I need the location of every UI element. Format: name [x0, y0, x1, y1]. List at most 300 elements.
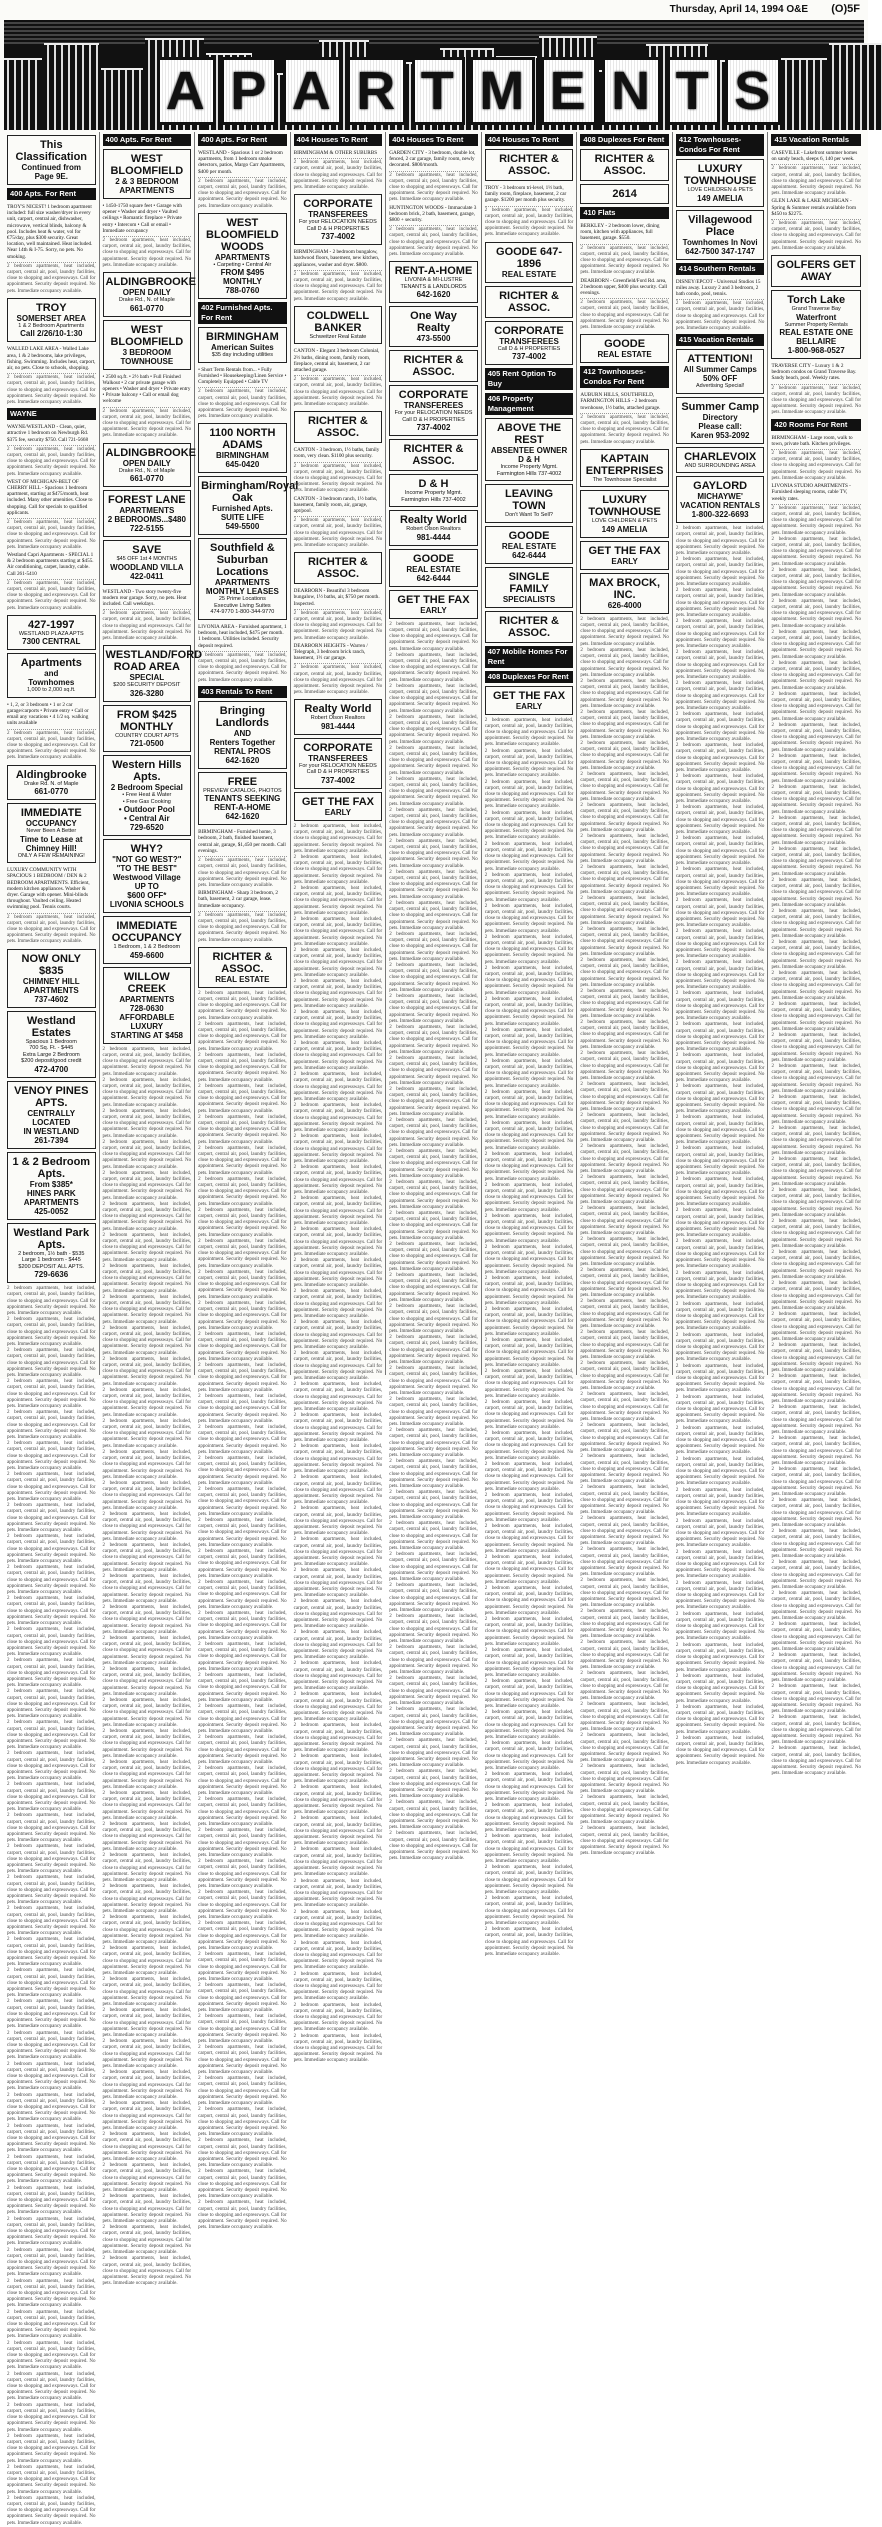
display-ad-line: ABOVE THE REST: [496, 422, 562, 447]
ad-body-text: 2 bedroom apartments, heat included, carport, central air, pool, laundry facilities, close to shopping and expressways. Call for appointment. Security deposit required. No pets. Immediate occupancy available.: [7, 1782, 96, 1813]
display-ad: [7, 1081, 96, 1149]
ad-body-text: 2 bedroom apartments, heat included, carport, central air, pool, laundry facilities, close to shopping and expressways. Call for appointment. Security deposit required. No pets. Immediate occupancy available.: [293, 1599, 383, 1630]
classified-column: [768, 132, 864, 1777]
ad-body-text: 2 bedroom apartments, heat included, carport, central air, pool, laundry facilities, close to shopping and expressways. Call for appointment. Security deposit required. No pets. Immediate occupancy available.: [198, 1580, 287, 1610]
display-ad-line: 422-0411: [130, 571, 164, 581]
ad-body-text: 2 bedroom apartments, heat included, carport, central air, pool, laundry facilities, close to shopping and expressways. Call for appointment. Security deposit required. No pets. Immediate occupancy available.: [484, 1617, 574, 1647]
ad-body-text: 2 bedroom apartments, heat included, carport, central air, pool, laundry facilities, close to shopping and expressways. Call for appointment. Security deposit required. No pets. Immediate occupancy available.: [293, 1351, 383, 1382]
display-ad-line: Never Been A Better: [26, 828, 77, 835]
ad-body-text: 2 bedroom apartments, heat included, carport, central air, pool, laundry facilities, close to shopping and expressways. Call for appointment. Security deposit required. No pets. Immediate occupancy available.: [293, 2033, 383, 2064]
display-ad-line: Don't Want To Sell?: [505, 512, 553, 519]
display-ad: [485, 149, 574, 181]
ad-body-text: 2 bedroom apartments, heat included, carport, central air, pool, laundry facilities, close to shopping and expressways. Call for appointment. Security deposit required. No pets. Immediate occupancy available.: [293, 1568, 383, 1599]
ad-body-text: 2 bedroom apartments, heat included, carport, central air, pool, laundry facilities, close to shopping and expressways. Call for appointment. Security deposit required. No pets. Immediate occupancy available.: [7, 1286, 96, 1316]
display-ad-line: Westland Park Apts.: [13, 1226, 90, 1251]
display-ad-line: 737-4002: [321, 232, 355, 242]
classified-ad: AUBURN HILLS, SOUTHFIELD, FARMINGTON HILLS - 2 bedroom townhouse, 1½ baths, attached garage.: [580, 391, 669, 414]
ad-body-text: 2 bedroom apartments, heat included, carport, central air, pool, laundry facilities, close to shopping and expressways. Call for appointment. Security deposit required. No pets. Immediate occupancy available.: [7, 2061, 96, 2092]
display-ad-line: $45 OFF 1st 4 MONTHS: [116, 556, 178, 563]
ad-body-text: 2 bedroom apartments, heat included, carport, central air, pool, laundry facilities, close to shopping and expressways. Call for appointment. Security deposit required. No pets. Immediate occupancy available.: [102, 1604, 192, 1635]
display-ad-line: Page 9E.: [34, 172, 68, 181]
display-ad-line: FREE: [227, 775, 258, 788]
ad-body-text: 2 bedroom apartments, heat included, carport, central air, pool, laundry facilities, close to shopping and expressways. Call for appointment. Security deposit required. No pets. Immediate occupancy available.: [198, 1983, 287, 2014]
display-ad-line: CORPORATE: [303, 198, 373, 211]
display-ad-line: Large 1 bedroom - $445: [21, 1257, 81, 1264]
ad-body-text: 2 bedroom apartments, heat included, carport, central air, pool, laundry facilities, close to shopping and expressways. Call for appointment. Security deposit required. No pets. Immediate occupancy available.: [102, 2132, 192, 2163]
ad-body-text: 2 bedroom apartments, heat included, carport, central air, pool, laundry facilities, close to shopping and expressways. Call for appointment. Security deposit required. No pets. Immediate occupancy available.: [293, 1847, 383, 1878]
ad-body-text: 2 bedroom apartments, heat included, carport, central air, pool, laundry facilities, close to shopping and expressways. Call for appointment. Security deposit required. No pets. Immediate occupancy available.: [675, 929, 765, 960]
ad-body-text: 2 bedroom apartments, heat included, carport, central air, pool, laundry facilities, close to shopping and expressways. Call for appointment. Security deposit required. No pets. Immediate occupancy available.: [580, 1609, 669, 1640]
section-heading: 402 Furnished Apts. For Rent: [198, 302, 287, 324]
display-ad-line: 729-6520: [129, 823, 164, 833]
ad-body-text: 2 bedroom apartments, heat included, carport, central air, pool, laundry facilities, close to shopping and expressways. Call for appointment. Security deposit required. No pets. Immediate occupancy available.: [293, 1041, 383, 1071]
display-ad-line: LOVE CHILDREN & PETS: [591, 518, 658, 525]
ad-body-text: 2 bedroom apartments, heat included, carport, central air, pool, laundry facilities, close to shopping and expressways. Call for appointment. Security deposit required. No pets. Immediate occupancy available.: [102, 1853, 192, 1883]
ad-body-text: 2 bedroom apartments, heat included, carport, central air, pool, laundry facilities, close to shopping and expressways. Call for appointment. Security deposit required. No pets. Immediate occupancy available.: [7, 1410, 96, 1440]
ad-body-text: 2 bedroom apartments, heat included, carport, central air, pool, laundry facilities, close to shopping and expressways. Call for appointment. Security deposit required. No pets. Immediate occupancy available.: [771, 451, 861, 481]
ad-body-text: 2 bedroom apartments, heat included, carport, central air, pool, laundry facilities, close to shopping and expressways. Call for appointment. Security deposit required. No pets. Immediate occupancy available.: [771, 1032, 861, 1063]
display-ad: [7, 615, 96, 651]
display-ad-line: 737-4602: [34, 994, 69, 1004]
ad-body-text: 2 bedroom apartments, heat included, carport, central air, pool, laundry facilities, close to shopping and expressways. Call for appointment. Security deposit required. No pets. Immediate occupancy available.: [198, 389, 287, 420]
ad-body-text: 2 bedroom apartments, heat included, carport, central air, pool, laundry facilities, close to shopping and expressways. Call for appointment. Security deposit required. No pets. Immediate occupancy available.: [771, 877, 861, 908]
display-ad-line: APARTMENTS: [23, 985, 79, 995]
ad-body-text: 2 bedroom apartments, heat included, carport, central air, pool, laundry facilities, close to shopping and expressways. Call for appointment. Security deposit required. No pets. Immediate occupancy available.: [102, 1449, 192, 1480]
skyline-building: [44, 43, 99, 130]
classified-column: [100, 132, 203, 2287]
ad-body-text: 2 bedroom apartments, heat included, carport, central air, pool, laundry facilities, close to shopping and expressways. Call for appointment. Security deposit required. No pets. Immediate occupancy available.: [102, 2256, 192, 2287]
ad-body-text: 2 bedroom apartments, heat included, carport, central air, pool, laundry facilities, close to shopping and expressways. Call for appointment. Security deposit required. No pets. Immediate occupancy available.: [580, 989, 669, 1019]
display-ad: [485, 321, 574, 366]
ad-body-text: 2 bedroom apartments, heat included, carport, central air, pool, laundry facilities, close to shopping and expressways. Call for appointment. Security deposit required. No pets. Immediate occupancy available.: [7, 2123, 96, 2154]
display-ad-line: Aldingbrooke: [15, 768, 87, 781]
display-ad-line: Time to Lease at: [20, 834, 83, 844]
ad-body-text: 2 bedroom apartments, heat included, carport, central air, pool, laundry facilities, close to shopping and expressways. Call for appointment. Security deposit required. No pets. Immediate occupancy available.: [484, 1430, 574, 1461]
ad-body-text: 2 bedroom apartments, heat included, carport, central air, pool, laundry facilities, close to shopping and expressways. Call for appointment. Security deposit required. No pets. Immediate occupancy available.: [389, 1335, 478, 1365]
ad-body-text: 2 bedroom apartments, heat included, carport, central air, pool, laundry facilities, close to shopping and expressways. Call for appointment. Security deposit required. No pets. Immediate occupancy available.: [484, 934, 574, 965]
ad-body-text: 2 bedroom apartments, heat included, carport, central air, pool, laundry facilities, close to shopping and expressways. Call for appointment. Security deposit required. No pets. Immediate occupancy available.: [580, 1702, 669, 1733]
display-ad-line: 473-5500: [416, 334, 451, 344]
display-ad-line: All Summer Camps: [683, 365, 757, 375]
ad-body-text: 2 bedroom apartments, heat included, carport, central air, pool, laundry facilities, close to shopping and expressways. Call for appointment. Security deposit required. No pets. Immediate occupancy available.: [389, 1490, 478, 1520]
section-heading: 400 Apts. For Rent: [103, 134, 192, 146]
ad-body-text: 2 bedroom apartments, heat included, carport, central air, pool, laundry facilities, close to shopping and expressways. Call for appointment. Security deposit required. No pets. Immediate occupancy available.: [198, 1331, 287, 1362]
ad-body-text: 2 bedroom apartments, heat included, carport, central air, pool, laundry facilities, close to shopping and expressways. Call for appointment. Security deposit required. No pets. Immediate occupancy available.: [675, 1487, 765, 1518]
display-ad: [485, 286, 574, 318]
display-ad: [7, 949, 96, 1008]
ad-body-text: 2 bedroom apartments, heat included, carport, central air, pool, laundry facilities, close to shopping and expressways. Call for appointment. Security deposit required. No pets. Immediate occupancy available.: [389, 1273, 478, 1303]
display-ad-line: GAYLORD: [693, 480, 748, 493]
display-ad-line: RICHTER & ASSOC.: [499, 289, 559, 314]
display-ad-line: 2 Bedroom Special: [110, 783, 183, 793]
display-ad: [198, 213, 287, 300]
ad-body-text: 2 bedroom apartments, heat included, carport, central air, pool, laundry facilities, close to shopping and expressways. Call for appointment. Security deposit required. No pets. Immediate occupancy available.: [7, 263, 96, 294]
display-ad-line: Realty World: [399, 514, 467, 527]
ad-body-text: 2 bedroom apartments, heat included, carport, central air, pool, laundry facilities, close to shopping and expressways. Call for appointment. Security deposit required. No pets. Immediate occupancy available.: [102, 1760, 192, 1790]
ad-body-text: 2 bedroom apartments, heat included, carport, central air, pool, laundry facilities, close to shopping and expressways. Call for appointment. Security deposit required. No pets. Immediate occupancy available.: [198, 1766, 287, 1796]
ad-body-text: 2 bedroom apartments, heat included, carport, central air, pool, laundry facilities, close to shopping and expressways. Call for appointment. Security deposit required. No pets. Immediate occupancy available.: [675, 1301, 765, 1332]
display-ad: [103, 540, 192, 585]
ad-body-text: 2 bedroom apartments, heat included, carport, central air, pool, laundry facilities, close to shopping and expressways. Call for appointment. Security deposit required. No pets. Immediate occupancy available.: [389, 1211, 478, 1241]
ad-body-text: 2 bedroom apartments, heat included, carport, central air, pool, laundry facilities, close to shopping and expressways. Call for appointment. Security deposit required. No pets. Immediate occupancy available.: [675, 991, 765, 1022]
display-ad-line: RICHTER & ASSOC.: [403, 354, 464, 379]
ad-body-text: 2 bedroom apartments, heat included, carport, central air, pool, laundry facilities, close to shopping and expressways. Call for appointment. Security deposit required. No pets. Immediate occupancy available.: [580, 678, 669, 709]
ad-body-text: 2 bedroom apartments, heat included, carport, central air, pool, laundry facilities, close to shopping and expressways. Call for appointment. Security deposit required. No pets. Immediate occupancy available.: [389, 1304, 478, 1334]
ad-body-text: 2 bedroom apartments, heat included, carport, central air, pool, laundry facilities, close to shopping and expressways. Call for appointment. Security deposit required. No pets. Immediate occupancy available.: [102, 2194, 192, 2225]
display-ad-line: From $385*: [29, 1179, 73, 1189]
banner-letter: T: [667, 57, 720, 125]
ad-body-text: 2 bedroom apartments, heat included, carport, central air, pool, laundry facilities, close to shopping and expressways. Call for appointment. Security deposit required. No pets. Immediate occupancy available.: [389, 838, 478, 869]
display-ad-line: ALDINGBROOKE: [105, 446, 196, 459]
ad-body-text: 2 bedroom apartments, heat included, carport, central air, pool, laundry facilities, close to shopping and expressways. Call for appointment. Security deposit required. No pets. Immediate occupancy available.: [293, 1413, 383, 1444]
ad-body-text: 2 bedroom apartments, heat included, carport, central air, pool, laundry facilities, close to shopping and expressways. Call for appointment. Security deposit required. No pets. Immediate occupancy available.: [484, 748, 574, 779]
ad-body-text: 2 bedroom apartments, heat included, carport, central air, pool, laundry facilities, close to shopping and expressways. Call for appointment. Security deposit required. No pets. Immediate occupancy available.: [198, 1549, 287, 1579]
ad-body-text: 2 bedroom apartments, heat included, carport, central air, pool, laundry facilities, close to shopping and expressways. Call for appointment. Security deposit required. No pets. Immediate occupancy available.: [198, 178, 287, 209]
section-heading: 412 Townhouses-Condos For Rent: [676, 134, 765, 156]
display-ad-line: MAX BROCK, INC.: [589, 576, 661, 601]
display-ad-line: and: [44, 669, 59, 679]
display-ad-line: Summer Camp: [681, 400, 759, 413]
ad-body-text: 2 bedroom apartments, heat included, carport, central air, pool, laundry facilities, close to shopping and expressways. Call for appointment. Security deposit required. No pets. Immediate occupancy available.: [771, 1498, 861, 1529]
classified-ad: WAYNE/WESTLAND - Clean, quiet, attractive 1 bedroom on Newburgh Rd. $375 fee, security $750. Call 721-5668: [7, 423, 96, 446]
ad-body-text: 2 bedroom apartments, heat included, carport, central air, pool, laundry facilities, close to shopping and expressways. Call for appointment. Security deposit required. No pets. Immediate occupancy available.: [484, 1555, 574, 1585]
banner-title: [154, 56, 784, 126]
ad-body-text: 2 bedroom apartments, heat included, carport, central air, pool, laundry facilities, close to shopping and expressways. Call for appointment. Security deposit required. No pets. Immediate occupancy available.: [7, 1906, 96, 1937]
display-ad-line: APARTMENTS: [23, 1197, 79, 1207]
ad-body-text: 2 bedroom apartments, heat included, carport, central air, pool, laundry facilities, close to shopping and expressways. Call for appointment. Security deposit required. No pets. Immediate occupancy available.: [7, 2154, 96, 2185]
ad-body-text: 2 bedroom apartments, heat included, carport, central air, pool, laundry facilities, close to shopping and expressways. Call for appointment. Security deposit required. No pets. Immediate occupancy available.: [198, 1021, 287, 1052]
section-heading: 400 Apts. For Rent: [198, 134, 287, 146]
ad-body-text: 2 bedroom apartments, heat included, carport, central air, pool, laundry facilities, close to shopping and expressways. Call for appointment. Security deposit required. No pets. Immediate occupancy available.: [7, 1875, 96, 1906]
display-ad: [389, 549, 478, 587]
ad-body-text: 2 bedroom apartments, heat included, carport, central air, pool, laundry facilities, close to shopping and expressways. Call for appointment. Security deposit required. No pets. Immediate occupancy available.: [771, 166, 861, 197]
display-ad: [580, 449, 669, 488]
ad-body-text: 2 bedroom apartments, heat included, carport, central air, pool, laundry facilities, close to shopping and expressways. Call for appointment. Security deposit required. No pets. Immediate occupancy available.: [580, 927, 669, 957]
ad-body-text: 2 bedroom apartments, heat included, carport, central air, pool, laundry facilities, close to shopping and expressways. Call for appointment. Security deposit required. No pets. Immediate occupancy available.: [580, 833, 669, 864]
display-ad-line: APARTMENTS: [119, 506, 175, 516]
ad-body-text: 2 bedroom apartments, heat included, carport, central air, pool, laundry facilities, close to shopping and expressways. Call for appointment. Security deposit required. No pets. Immediate occupancy available.: [102, 1232, 192, 1263]
ad-body-text: 2 bedroom apartments, heat included, carport, central air, pool, laundry facilities, close to shopping and expressways. Call for appointment. Security deposit required. No pets. Immediate occupancy available.: [7, 730, 96, 761]
banner-letter: T: [412, 57, 465, 125]
display-ad-line: WEST BLOOMFIELD: [110, 153, 184, 177]
display-ad-line: Call 2/26/10-1:30: [20, 329, 83, 339]
ad-body-text: 2 bedroom apartments, heat included, carport, central air, pool, laundry facilities, close to shopping and expressways. Call for appointment. Security deposit required. No pets. Immediate occupancy available.: [771, 598, 861, 629]
display-ad-line: D & H: [518, 455, 540, 465]
ad-body-text: 2 bedroom apartments, heat included, carport, central air, pool, laundry facilities, close to shopping and expressways. Call for appointment. Security deposit required. No pets. Immediate occupancy available.: [580, 771, 669, 802]
display-ad-line: LEAVING TOWN: [505, 488, 554, 513]
display-ad-line: RICHTER & ASSOC.: [594, 153, 655, 177]
display-ad-line: COUNTRY COURT APTS: [115, 732, 179, 739]
display-ad-line: ATTENTION!: [687, 353, 754, 366]
ad-body-text: 2 bedroom apartments, heat included, carport, central air, pool, laundry facilities, close to shopping and expressways. Call for appointment. Security deposit required. No pets. Immediate occupancy available.: [102, 1170, 192, 1201]
display-ad: [294, 306, 383, 345]
ad-body-text: 2 bedroom apartments, heat included, carport, central air, pool, laundry facilities, close to shopping and expressways. Call for appointment. Security deposit required. No pets. Immediate occupancy available.: [389, 1149, 478, 1179]
section-heading: 400 Apts. For Rent: [7, 188, 96, 200]
display-ad-line: 645-0420: [225, 460, 260, 470]
display-ad-line: Robert Olson Realtors: [310, 715, 366, 722]
display-ad-line: 626-4000: [607, 600, 642, 610]
display-ad-line: TROY: [35, 301, 67, 314]
display-ad-line: 981-4444: [321, 721, 355, 731]
classified-ad: • Short Term Rentals from... • Fully Furnished • Housekeeping/Linen Service • Completely Equipped • Cable TV: [198, 366, 287, 389]
ad-body-text: 2 bedroom apartments, heat included, carport, central air, pool, laundry facilities, close to shopping and expressways. Call for appointment. Security deposit required. No pets. Immediate occupancy available.: [293, 1909, 383, 1940]
display-ad-line: 25 Prime Locations: [218, 596, 266, 603]
classified-ad: CANTON - 3 bedroom, 1½ baths, family room, very clean. $1100 plus security.: [294, 446, 383, 462]
display-ad: [294, 552, 383, 584]
display-ad: [389, 306, 478, 347]
display-ad-line: 1-800-322-6693: [691, 510, 749, 520]
display-ad-line: REAL ESTATE: [501, 269, 557, 279]
display-ad-line: REAL ESTATE: [501, 541, 557, 551]
ad-body-text: 2 bedroom apartments, heat included, carport, central air, pool, laundry facilities, close to shopping and expressways. Call for appointment. Security deposit required. No pets. Immediate occupancy available.: [102, 2163, 192, 2194]
ad-body-text: 2 bedroom apartments, heat included, carport, central air, pool, laundry facilities, close to shopping and expressways. Call for appointment. Security deposit required. No pets. Immediate occupancy available.: [580, 865, 669, 895]
display-ad-line: EARLY: [420, 605, 447, 615]
classified-ad: DISNEY/EPCOT - Universal Studios 15 miles away. Luxury 2 and 3 bedroom, 2 bath condo, pool, tennis.: [676, 278, 765, 301]
display-ad-line: SAVE: [132, 544, 162, 557]
ad-body-text: 2 bedroom apartments, heat included, carport, central air, pool, laundry facilities, close to shopping and expressways. Call for appointment. Security deposit required. No pets. Immediate occupancy available.: [102, 1635, 192, 1666]
ad-body-text: 2 bedroom apartments, heat included, carport, central air, pool, laundry facilities, close to shopping and expressways. Call for appointment. Security deposit required. No pets. Immediate occupancy available.: [198, 1611, 287, 1641]
ad-body-text: 2 bedroom apartments, heat included, carport, central air, pool, laundry facilities, close to shopping and expressways. Call for appointment. Security deposit required. No pets. Immediate occupancy available.: [293, 917, 383, 947]
display-ad-line: Drake Rd., N. of Maple: [118, 467, 175, 474]
display-ad-line: TRANSFEREES: [308, 753, 368, 763]
display-ad-line: Please call:: [698, 421, 742, 431]
display-ad: [580, 541, 669, 570]
ad-body-text: 2 bedroom apartments, heat included, carport, central air, pool, laundry facilities, close to shopping and expressways. Call for appointment. Security deposit required. No pets. Immediate occupancy available.: [580, 1485, 669, 1516]
display-ad: [7, 803, 96, 863]
ad-body-text: 2 bedroom apartments, heat included, carport, central air, pool, laundry facilities, close to shopping and expressways. Call for appointment. Security deposit required. No pets. Immediate occupancy available.: [7, 1937, 96, 1968]
ad-body-text: 2 bedroom apartments, heat included, carport, central air, pool, laundry facilities, close to shopping and expressways. Call for appointment. Security deposit required. No pets. Immediate occupancy available.: [389, 1118, 478, 1148]
display-ad-line: 1 Bedroom, 1 & 2 Bedroom: [113, 944, 181, 951]
display-ad-line: LUXURY TOWNHOUSE: [683, 163, 757, 187]
ad-body-text: 2 bedroom apartments, heat included, carport, central air, pool, laundry facilities, close to shopping and expressways. Call for appointment. Security deposit required. No pets. Immediate occupancy available.: [7, 2495, 96, 2526]
ad-body-text: 2 bedroom apartments, heat included, carport, central air, pool, laundry facilities, close to shopping and expressways. Call for appointment. Security deposit required. No pets. Immediate occupancy available.: [7, 1596, 96, 1627]
ad-body-text: 2 bedroom apartments, heat included, carport, central air, pool, laundry facilities, close to shopping and expressways. Call for appointment. Security deposit required. No pets. Immediate occupancy available.: [675, 1580, 765, 1611]
section-heading: 404 Houses To Rent: [294, 134, 383, 146]
ad-body-text: 2 bedroom apartments, heat included, carport, central air, pool, laundry facilities, close to shopping and expressways. Call for appointment. Security deposit required. No pets. Immediate occupancy available.: [771, 1126, 861, 1156]
ad-body-text: 2 bedroom apartments, heat included, carport, central air, pool, laundry facilities, close to shopping and expressways. Call for appointment. Security deposit required. No pets. Immediate occupancy available.: [580, 647, 669, 678]
ad-body-text: 2 bedroom apartments, heat included, carport, central air, pool, laundry facilities, close to shopping and expressways. Call for appointment. Security deposit required. No pets. Immediate occupancy available.: [580, 1237, 669, 1267]
display-ad-line: 7300 CENTRAL: [22, 637, 81, 647]
display-ad-line: NOW ONLY $835: [21, 952, 82, 977]
ad-body-text: 2 bedroom apartments, heat included, carport, central air, pool, laundry facilities, close to shopping and expressways. Call for appointment. Security deposit required. No pets. Immediate occupancy available.: [580, 1764, 669, 1795]
classified-ad: LUXURY COMMUNITY WITH SPACIOUS 1 BEDROOM / DEN & 2 BEDROOM APARTMENTS. Efficient, modern kitchen appliances. Washer & dryer. Garage with opener. Mini-blinds throughout. Vaulted ceiling. Heated swimming pool. Tennis courts.: [7, 866, 96, 913]
display-ad-line: WESTLAND PLAZA APTS: [18, 630, 84, 637]
display-ad-line: LIVONIA & MI-LUSTRE: [404, 277, 463, 284]
ad-body-text: 2 bedroom apartments, heat included, carport, central air, pool, laundry facilities, close to shopping and expressways. Call for appointment. Security deposit required. No pets. Immediate occupancy available.: [580, 1361, 669, 1392]
ad-body-text: 2 bedroom apartments, heat included, carport, central air, pool, laundry facilities, close to shopping and expressways. Call for appointment. Security deposit required. No pets. Immediate occupancy available.: [484, 1772, 574, 1802]
classified-ad: • 2500 sq.ft. • 2½ bath • Full Finished Walkout • 2 car private garage with openers • Washer and dryer • Private entry • Private balcony • Call or email dog welcome: [103, 373, 192, 408]
skyline-building: [829, 43, 882, 130]
ad-body-text: 2 bedroom apartments, heat included, carport, central air, pool, laundry facilities, close to shopping and expressways. Call for appointment. Security deposit required. No pets. Immediate occupancy available.: [484, 1275, 574, 1306]
ad-body-text: 2 bedroom apartments, heat included, carport, central air, pool, laundry facilities, close to shopping and expressways. Call for appointment. Security deposit required. No pets. Immediate occupancy available.: [293, 1382, 383, 1413]
display-ad: [294, 411, 383, 443]
display-ad-line: 2 BEDROOMS...$480: [107, 515, 186, 525]
display-ad-line: GOLFERS GET AWAY: [776, 259, 856, 284]
ad-body-text: 2 bedroom apartments, heat included, carport, central air, pool, laundry facilities, close to shopping and expressways. Call for appointment. Security deposit required. No pets. Immediate occupancy available.: [7, 1565, 96, 1596]
display-ad-line: $600 OFF*: [127, 891, 167, 901]
ad-body-text: 2 bedroom apartments, heat included, carport, central air, pool, laundry facilities, close to shopping and expressways. Call for appointment. Security deposit required. No pets. Immediate occupancy available.: [7, 914, 96, 945]
display-ad: [485, 611, 574, 643]
ad-body-text: 2 bedroom apartments, heat included, carport, central air, pool, laundry facilities, close to shopping and expressways. Call for appointment. Security deposit required. No pets. Immediate occupancy available.: [293, 1661, 383, 1692]
section-heading: 412 Townhouses-Condos For Rent: [580, 366, 669, 388]
display-ad-line: TRANSFEREES: [308, 210, 368, 220]
ad-body-text: 2 bedroom apartments, heat included, carport, central air, pool, laundry facilities, close to shopping and expressways. Call for appointment. Security deposit required. No pets. Immediate occupancy available.: [771, 1157, 861, 1187]
ad-body-text: 2 bedroom apartments, heat included, carport, central air, pool, laundry facilities, close to shopping and expressways. Call for appointment. Security deposit required. No pets. Immediate occupancy available.: [7, 2340, 96, 2371]
display-ad: [771, 290, 861, 359]
display-ad-line: Schweitzer Real Estate: [309, 333, 367, 340]
ad-body-text: 2 bedroom apartments, heat included, carport, central air, pool, laundry facilities, close to shopping and expressways. Call for appointment. Security deposit required. No pets. Immediate occupancy available.: [484, 207, 574, 238]
display-ad-line: RICHTER & ASSOC.: [499, 153, 559, 177]
display-ad-line: RENTAL PROS: [214, 746, 271, 756]
display-ad-line: Robert Olson Realtors: [406, 526, 461, 533]
ad-body-text: 2 bedroom apartments, heat included, carport, central air, pool, laundry facilities, close to shopping and expressways. Call for appointment. Security deposit required. No pets. Immediate occupancy available.: [675, 619, 765, 649]
display-ad-line: One Way Realty: [410, 310, 457, 335]
ad-body-text: 2 bedroom apartments, heat included, carport, central air, pool, laundry facilities, close to shopping and expressways. Call for appointment. Security deposit required. No pets. Immediate occupancy available.: [7, 1751, 96, 1782]
ad-body-text: 2 bedroom apartments, heat included, carport, central air, pool, laundry facilities, close to shopping and expressways. Call for appointment. Security deposit required. No pets. Immediate occupancy available.: [7, 2464, 96, 2495]
display-ad-line: BIRMINGHAM: [215, 451, 269, 461]
ad-body-text: 2 bedroom apartments, heat included, carport, central air, pool, laundry facilities, close to shopping and expressways. Call for appointment. Security deposit required. No pets. Immediate occupancy available.: [293, 1940, 383, 1971]
display-ad: [294, 699, 383, 735]
ad-body-text: 2 bedroom apartments, heat included, carport, central air, pool, laundry facilities, close to shopping and expressways. Call for appointment. Security deposit required. No pets. Immediate occupancy available.: [389, 714, 478, 745]
ad-body-text: 2 bedroom apartments, heat included, carport, central air, pool, laundry facilities, close to shopping and expressways. Call for appointment. Security deposit required. No pets. Immediate occupancy available.: [580, 896, 669, 926]
ad-body-text: 2 bedroom apartments, heat included, carport, central air, pool, laundry facilities, close to shopping and expressways. Call for appointment. Security deposit required. No pets. Immediate occupancy available.: [293, 2002, 383, 2033]
display-ad-line: 1 & 2 Bedroom Apartments: [18, 322, 85, 329]
ad-body-text: 2 bedroom apartments, heat included, carport, central air, pool, laundry facilities, close to shopping and expressways. Call for appointment. Security deposit required. No pets. Immediate occupancy available.: [7, 1658, 96, 1689]
display-ad-line: AND SURROUNDING AREA: [684, 462, 756, 469]
ad-body-text: 2 bedroom apartments, heat included, carport, central air, pool, laundry facilities, close to shopping and expressways. Call for appointment. Security deposit required. No pets. Immediate occupancy available.: [580, 1299, 669, 1330]
display-ad-line: CORPORATE: [398, 389, 469, 402]
ad-body-text: 2 bedroom apartments, heat included, carport, central air, pool, laundry facilities, close to shopping and expressways. Call for appointment. Security deposit required. No pets. Immediate occupancy available.: [580, 1082, 669, 1112]
display-ad: [485, 242, 574, 283]
ad-body-text: 2 bedroom apartments, heat included, carport, central air, pool, laundry facilities, close to shopping and expressways. Call for appointment. Security deposit required. No pets. Immediate occupancy available.: [198, 1207, 287, 1238]
ad-body-text: 2 bedroom apartments, heat included, carport, central air, pool, laundry facilities, close to shopping and expressways. Call for appointment. Security deposit required. No pets. Immediate occupancy available.: [7, 1317, 96, 1347]
display-ad-line: Advertising Special!: [695, 383, 745, 390]
display-ad-line: 788-0760: [225, 286, 260, 296]
ad-body-text: 2 bedroom apartments, heat included, carport, central air, pool, laundry facilities, close to shopping and expressways. Call for appointment. Security deposit required. No pets. Immediate occupancy available.: [7, 1813, 96, 1844]
ad-body-text: 2 bedroom apartments, heat included, carport, central air, pool, laundry facilities, close to shopping and expressways. Call for appointment. Security deposit required. No pets. Immediate occupancy available.: [7, 2402, 96, 2433]
ad-body-text: 2 bedroom apartments, heat included, carport, central air, pool, laundry facilities, close to shopping and expressways. Call for appointment. Security deposit required. No pets. Immediate occupancy available.: [389, 1676, 478, 1707]
ad-body-text: 2 bedroom apartments, heat included, carport, central air, pool, laundry facilities, close to shopping and expressways. Call for appointment. Security deposit required. No pets. Immediate occupancy available.: [293, 271, 383, 302]
display-ad-line: GOODE: [604, 338, 646, 351]
display-ad-line: Torch Lake: [787, 294, 846, 307]
ad-body-text: 2 bedroom apartments, heat included, carport, central air, pool, laundry facilities, close to shopping and expressways. Call for appointment. Security deposit required. No pets. Immediate occupancy available.: [484, 1058, 574, 1089]
section-heading: 408 Duplexes For Rent: [580, 134, 669, 146]
display-ad-line: 642-6444: [512, 550, 546, 560]
ad-body-text: 2 bedroom apartments, heat included, carport, central air, pool, laundry facilities, close to shopping and expressways. Call for appointment. Security deposit required. No pets. Immediate occupancy available.: [389, 931, 478, 962]
ad-body-text: 2 bedroom apartments, heat included, carport, central air, pool, laundry facilities, close to shopping and expressways. Call for appointment. Security deposit required. No pets. Immediate occupancy available.: [389, 745, 478, 776]
ad-body-text: 2 bedroom apartments, heat included, carport, central air, pool, laundry facilities, close to shopping and expressways. Call for appointment. Security deposit required. No pets. Immediate occupancy available.: [580, 414, 669, 445]
display-ad-line: GOODE: [508, 529, 550, 542]
display-ad-line: APARTMENTS: [119, 994, 175, 1004]
ad-body-text: 2 bedroom apartments, heat included, carport, central air, pool, laundry facilities, close to shopping and expressways. Call for appointment. Security deposit required. No pets. Immediate occupancy available.: [389, 1366, 478, 1396]
ad-body-text: 2 bedroom apartments, heat included, carport, central air, pool, laundry facilities, close to shopping and expressways. Call for appointment. Security deposit required. No pets. Immediate occupancy available.: [293, 1103, 383, 1133]
display-ad-line: SINGLE FAMILY: [508, 570, 550, 595]
display-ad-line: KAPTAIN ENTERPRISES: [585, 452, 664, 477]
display-ad-line: For your RELOCATION NEEDS: [394, 410, 473, 417]
ad-body-text: 2 bedroom apartments, heat included, carport, central air, pool, laundry facilities, close to shopping and expressways. Call for appointment. Security deposit required. No pets. Immediate occupancy available.: [389, 172, 478, 203]
display-ad-line: WEST BLOOMFIELD WOODS: [206, 216, 279, 253]
display-ad-line: Call D & H PROPERTIES: [402, 416, 465, 423]
ad-body-text: 2 bedroom apartments, heat included, carport, central air, pool, laundry facilities, close to shopping and expressways. Call for appointment. Security deposit required. No pets. Immediate occupancy available.: [771, 1095, 861, 1125]
ad-body-text: 2 bedroom apartments, heat included, carport, central air, pool, laundry facilities, close to shopping and expressways. Call for appointment. Security deposit required. No pets. Immediate occupancy available.: [389, 1428, 478, 1458]
display-ad-line: "NOT GO WEST?": [112, 855, 182, 865]
display-ad-line: LUXURY TOWNHOUSE: [588, 494, 661, 519]
display-ad-line: IMMEDIATE: [20, 807, 82, 820]
classified-ad: BERKLEY - 2 bedroom lower, dining room, kitchen with appliances, full basement, garage. $550.: [580, 222, 669, 245]
ad-body-text: 2 bedroom apartments, heat included, carport, central air, pool, laundry facilities, close to shopping and expressways. Call for appointment. Security deposit required. No pets. Immediate occupancy available.: [484, 1927, 574, 1958]
display-ad-line: 474-9770 1-800-344-9770: [210, 609, 275, 616]
display-ad: [485, 686, 574, 715]
ad-body-text: 2 bedroom apartments, heat included, carport, central air, pool, laundry facilities, close to shopping and expressways. Call for appointment. Security deposit required. No pets. Immediate occupancy available.: [771, 846, 861, 877]
ad-body-text: 2 bedroom apartments, heat included, carport, central air, pool, laundry facilities, close to shopping and expressways. Call for appointment. Security deposit required. No pets. Immediate occupancy available.: [771, 536, 861, 567]
section-heading: 415 Vacation Rentals: [771, 134, 861, 146]
ad-body-text: 2 bedroom apartments, heat included, carport, central air, pool, laundry facilities, close to shopping and expressways. Call for appointment. Security deposit required. No pets. Immediate occupancy available.: [293, 854, 383, 885]
ad-body-text: 2 bedroom apartments, heat included, carport, central air, pool, laundry facilities, close to shopping and expressways. Call for appointment. Security deposit required. No pets. Immediate occupancy available.: [484, 1648, 574, 1678]
display-ad-line: Extra Large 2 Bedroom: [22, 1051, 80, 1058]
section-heading: 403 Rentals To Rent: [198, 686, 287, 698]
classified-ad: CANTON - Elegant 3 bedroom Colonial, 2½ baths, dining room, family room, fireplace, central air, basement, 2 car attached garage.: [294, 347, 383, 376]
banner-letter: E: [541, 57, 597, 125]
ad-body-text: 2 bedroom apartments, heat included, carport, central air, pool, laundry facilities, close to shopping and expressways. Call for appointment. Security deposit required. No pets. Immediate occupancy available.: [675, 774, 765, 805]
skyline-building: [101, 68, 143, 130]
display-ad-line: Birmingham/Royal Oak: [201, 480, 299, 505]
display-ad-line: WESTLAND/FORD ROAD AREA: [105, 649, 203, 674]
ad-body-text: 2 bedroom apartments, heat included, carport, central air, pool, laundry facilities, close to shopping and expressways. Call for appointment. Security deposit required. No pets. Immediate occupancy available.: [484, 1368, 574, 1399]
ad-body-text: 2 bedroom apartments, heat included, carport, central air, pool, laundry facilities, close to shopping and expressways. Call for appointment. Security deposit required. No pets. Immediate occupancy available.: [102, 1201, 192, 1232]
display-ad-line: Farmington Hills 737-4002: [401, 496, 466, 503]
ad-body-text: 2 bedroom apartments, heat included, carport, central air, pool, laundry facilities, close to shopping and expressways. Call for appointment. Security deposit required. No pets. Immediate occupancy available.: [102, 1511, 192, 1542]
display-ad: [7, 135, 96, 185]
ad-body-text: 2 bedroom apartments, heat included, carport, central air, pool, laundry facilities, close to shopping and expressways. Call for appointment. Security deposit required. No pets. Immediate occupancy available.: [675, 1363, 765, 1394]
display-ad: [580, 334, 669, 363]
ad-body-text: 2 bedroom apartments, heat included, carport, central air, pool, laundry facilities, close to shopping and expressways. Call for appointment. Security deposit required. No pets. Immediate occupancy available.: [580, 1454, 669, 1485]
display-ad: [676, 397, 765, 444]
display-ad-line: ALDINGBROOKE: [105, 276, 196, 289]
classified-ad: TROY'S NICEST! 1 bedroom apartment included: full size washer/dryer in every unit, carport, central air, dishwasher, microwave, vertical blinds, balcony & pool. Includes heat & water, vol for €75/day, plus $300 security. Great location, well maintained. Heat included. Near 14th & I-75. Sorry, no pets. No smoking.: [7, 203, 96, 263]
display-ad-line: Drake Rd. N. of Maple: [24, 780, 79, 787]
ad-body-text: 2 bedroom apartments, heat included, carport, central air, pool, laundry facilities, close to shopping and expressways. Call for appointment. Security deposit required. No pets. Immediate occupancy available.: [771, 385, 861, 416]
classified-ad: CANTON - 3 bedroom ranch, 1½ baths, basement, family room, air, garage, apt/pool.: [294, 495, 383, 518]
display-ad-line: VENOY PINES APTS.: [14, 1084, 89, 1109]
ad-body-text: 2 bedroom apartments, heat included, carport, central air, pool, laundry facilities, close to shopping and expressways. Call for appointment. Security deposit required. No pets. Immediate occupancy available.: [675, 1239, 765, 1270]
ad-body-text: 2 bedroom apartments, heat included, carport, central air, pool, laundry facilities, close to shopping and expressways. Call for appointment. Security deposit required. No pets. Immediate occupancy available.: [484, 1524, 574, 1554]
display-ad: [294, 738, 383, 789]
classified-column: [482, 132, 578, 1958]
ad-body-text: 2 bedroom apartments, heat included, carport, central air, pool, laundry facilities, close to shopping and expressways. Call for appointment. Security deposit required. No pets. Immediate occupancy available.: [389, 1738, 478, 1769]
display-ad: [771, 255, 861, 287]
ad-body-text: 2 bedroom apartments, heat included, carport, central air, pool, laundry facilities, close to shopping and expressways. Call for appointment. Security deposit required. No pets. Immediate occupancy available.: [675, 1704, 765, 1735]
ad-body-text: 2 bedroom apartments, heat included, carport, central air, pool, laundry facilities, close to shopping and expressways. Call for appointment. Security deposit required. No pets. Immediate occupancy available.: [389, 962, 478, 993]
ad-body-text: 2 bedroom apartments, heat included, carport, central air, pool, laundry facilities, close to shopping and expressways. Call for appointment. Security deposit required. No pets. Immediate occupancy available.: [484, 996, 574, 1027]
display-ad-line: GET THE FAX: [492, 689, 566, 702]
ad-body-text: 2 bedroom apartments, heat included, carport, central air, pool, laundry facilities, close to shopping and expressways. Call for appointment. Security deposit required. No pets. Immediate occupancy available.: [7, 2185, 96, 2216]
ad-body-text: 2 bedroom apartments, heat included, carport, central air, pool, laundry facilities, close to shopping and expressways. Call for appointment. Security deposit required. No pets. Immediate occupancy available.: [102, 2008, 192, 2038]
display-ad-line: HINES PARK: [26, 1188, 76, 1198]
ad-body-text: 2 bedroom apartments, heat included, carport, central air, pool, laundry facilities, close to shopping and expressways. Call for appointment. Security deposit required. No pets. Immediate occupancy available.: [198, 1362, 287, 1393]
ad-body-text: 2 bedroom apartments, heat included, carport, central air, pool, laundry facilities, close to shopping and expressways. Call for appointment. Security deposit required. No pets. Immediate occupancy available.: [102, 1046, 192, 1077]
ad-body-text: 2 bedroom apartments, heat included, carport, central air, pool, laundry facilities, close to shopping and expressways. Call for appointment. Security deposit required. No pets. Immediate occupancy available.: [580, 1330, 669, 1361]
ad-body-text: 2 bedroom apartments, heat included, carport, central air, pool, laundry facilities, close to shopping and expressways. Call for appointment. Security deposit required. No pets. Immediate occupancy available.: [102, 1729, 192, 1759]
ad-body-text: 2 bedroom apartments, heat included, carport, central air, pool, laundry facilities, close to shopping and expressways. Call for appointment. Security deposit required. No pets. Immediate occupancy available.: [484, 1586, 574, 1616]
display-ad-line: RICHTER & ASSOC.: [499, 614, 559, 639]
display-ad: [198, 947, 287, 988]
classified-ad: • 1450-1750 square feet • Garage with opener • Washer and dryer • Vaulted ceilings • Romantic fireplace • Private entry • Intercom • Call or email • Immediate occupancy: [103, 202, 192, 237]
ad-body-text: 2 bedroom apartments, heat included, carport, central air, pool, laundry facilities, close to shopping and expressways. Call for appointment. Security deposit required. No pets. Immediate occupancy available.: [771, 1622, 861, 1653]
ad-body-text: 2 bedroom apartments, heat included, carport, central air, pool, laundry facilities, close to shopping and expressways. Call for appointment. Security deposit required. No pets. Immediate occupancy available.: [389, 776, 478, 807]
ad-body-text: 2 bedroom apartments, heat included, carport, central air, pool, laundry facilities, close to shopping and expressways. Call for appointment. Security deposit required. No pets. Immediate occupancy available.: [580, 740, 669, 771]
ad-body-text: 2 bedroom apartments, heat included, carport, central air, pool, laundry facilities, close to shopping and expressways. Call for appointment. Security deposit required. No pets. Immediate occupancy available.: [198, 1921, 287, 1952]
banner-letter: R: [347, 57, 406, 125]
